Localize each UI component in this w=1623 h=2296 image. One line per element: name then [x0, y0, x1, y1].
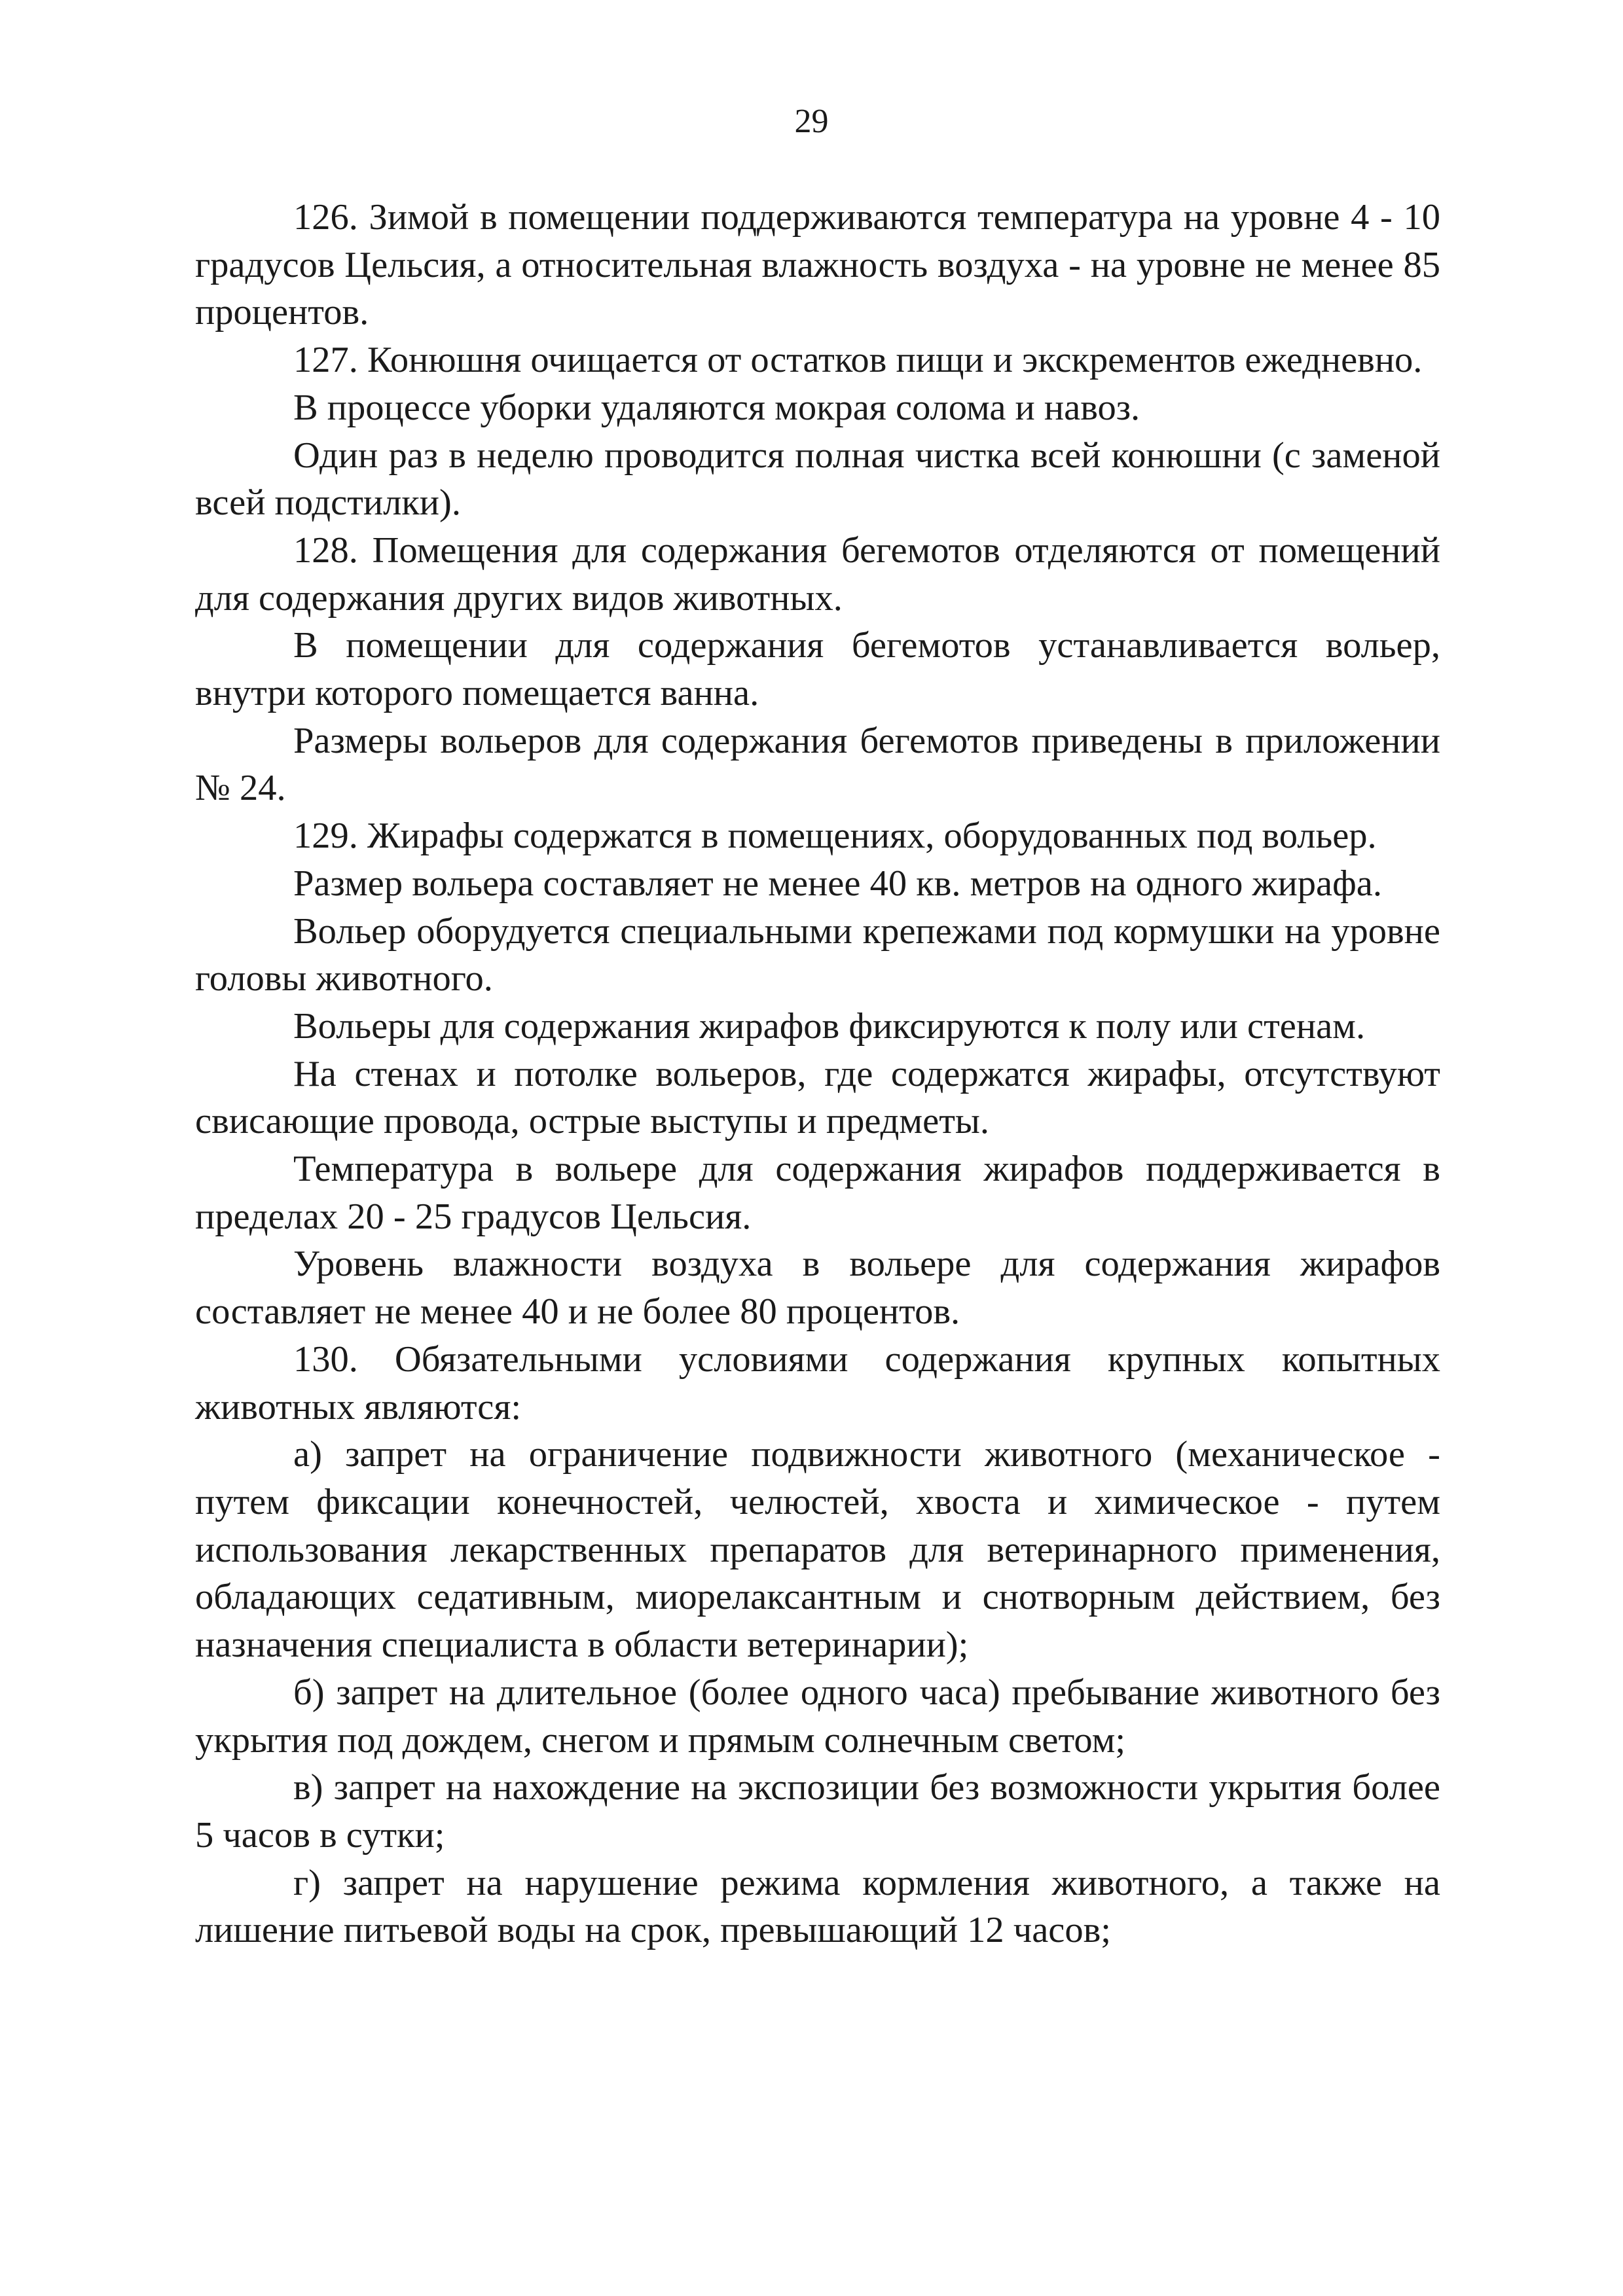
paragraph-129: 129. Жирафы содержатся в помещениях, оборудованных под вольер.: [293, 816, 1377, 857]
paragraph-127-cleaning: В процессе уборки удаляются мокрая солома и навоз.: [293, 387, 1140, 428]
paragraph-129-walls: На стенах и потолке вольеров, где содержатся жирафы, отсутствуют свисающие провода, острые выступы и предметы.: [195, 1053, 1440, 1142]
list-item-v: в) запрет на нахождение на экспозиции без возможности укрытия более 5 часов в сутки;: [195, 1767, 1440, 1856]
page-number: 29: [794, 103, 829, 140]
paragraph-128: 128. Помещения для содержания бегемотов отделяются от помещений для содержания других видов животных.: [195, 529, 1440, 619]
paragraph-130: 130. Обязательными условиями содержания крупных копытных животных являются:: [195, 1338, 1440, 1427]
paragraph-127: 127. Конюшня очищается от остатков пищи и экскрементов ежедневно.: [293, 340, 1423, 381]
list-item-a: а) запрет на ограничение подвижности животного (механическое - путем фиксации конечностей, челюстей, хвоста и химическое - путем использования лекарственных препаратов для ветеринарного применения, обладающих седативным, миорелаксантным и снотворным действием, без назначения специалиста в области ветеринарии);: [195, 1434, 1440, 1666]
paragraph-129-humidity: Уровень влажности воздуха в вольере для содержания жирафов составляет не менее 40 и не более 80 процентов.: [195, 1244, 1440, 1333]
list-item-g: г) запрет на нарушение режима кормления животного, а также на лишение питьевой воды на срок, превышающий 12 часов;: [195, 1862, 1440, 1951]
list-item-b: б) запрет на длительное (более одного часа) пребывание животного без укрытия под дождем, снегом и прямым солнечным светом;: [195, 1672, 1440, 1761]
paragraph-129-temperature: Температура в вольере для содержания жирафов поддерживается в пределах 20 - 25 градусов Цельсия.: [195, 1149, 1440, 1237]
paragraph-129-fixing: Вольеры для содержания жирафов фиксируются к полу или стенам.: [293, 1005, 1366, 1047]
paragraph-129-size: Размер вольера составляет не менее 40 кв. метров на одного жирафа.: [293, 863, 1382, 904]
document-body: [195, 194, 1440, 1954]
paragraph-128-sizes: Размеры вольеров для содержания бегемотов приведены в приложении № 24.: [195, 720, 1440, 809]
paragraph-127-weekly: Один раз в неделю проводится полная чистка всей конюшни (с заменой всей подстилки).: [195, 435, 1440, 524]
paragraph-128-enclosure: В помещении для содержания бегемотов устанавливается вольер, внутри которого помещается ванна.: [195, 625, 1440, 714]
paragraph-126: 126. Зимой в помещении поддерживаются температура на уровне 4 - 10 градусов Цельсия, а относительная влажность воздуха - на уровне не менее 85 процентов.: [195, 197, 1440, 333]
paragraph-129-mounts: Вольер оборудуется специальными крепежами под кормушки на уровне головы животного.: [195, 910, 1440, 999]
